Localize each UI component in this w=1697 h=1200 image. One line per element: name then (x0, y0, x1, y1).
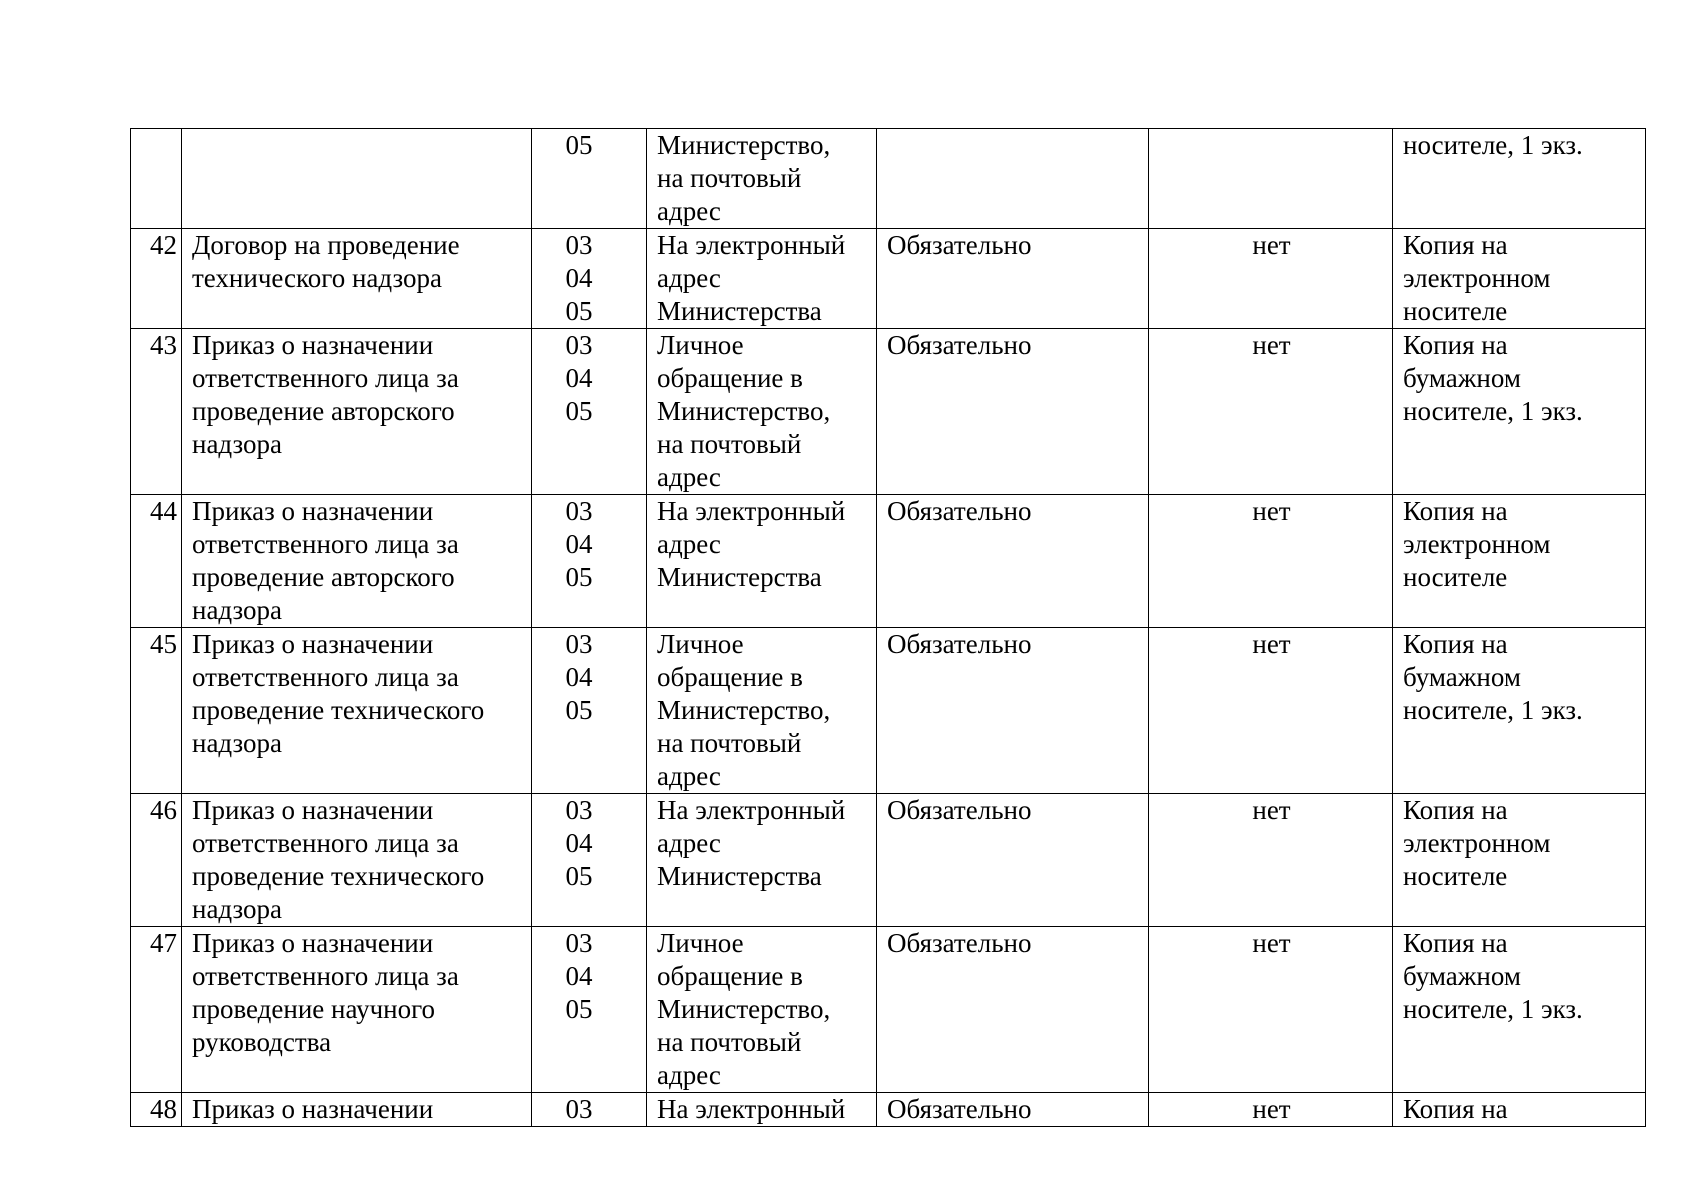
row-number-cell: 47 (131, 927, 182, 1093)
requirement-cell: Обязательно (877, 229, 1149, 329)
document-name-cell: Приказ о назначении ответственного лица за проведение авторского надзора (182, 329, 532, 495)
codes-cell: 03 (532, 1093, 647, 1127)
row-number-cell: 46 (131, 794, 182, 927)
document-form-cell: Копия на бумажном носителе, 1 экз. (1393, 927, 1646, 1093)
row-number-cell: 43 (131, 329, 182, 495)
document-name-cell: Приказ о назначении ответственного лица за проведение технического надзора (182, 794, 532, 927)
codes-cell: 03 04 05 (532, 794, 647, 927)
document-form-cell: Копия на электронном носителе (1393, 794, 1646, 927)
submission-method-cell: Личное обращение в Министерство, на почтовый адрес (647, 329, 877, 495)
submission-method-cell: Личное обращение в Министерство, на почтовый адрес (647, 628, 877, 794)
table-row (131, 495, 1646, 628)
row-number-cell (131, 129, 182, 229)
document-form-cell: Копия на электронном носителе (1393, 495, 1646, 628)
copy-required-cell: нет (1149, 794, 1393, 927)
row-number-cell: 45 (131, 628, 182, 794)
submission-method-cell: На электронный адрес Министерства (647, 229, 877, 329)
document-form-cell: Копия на (1393, 1093, 1646, 1127)
document-form-cell: Копия на бумажном носителе, 1 экз. (1393, 329, 1646, 495)
table-row (131, 329, 1646, 495)
requirement-cell: Обязательно (877, 495, 1149, 628)
codes-cell: 05 (532, 129, 647, 229)
codes-cell: 03 04 05 (532, 329, 647, 495)
document-name-cell: Приказ о назначении (182, 1093, 532, 1127)
table-row (131, 229, 1646, 329)
row-number-cell: 44 (131, 495, 182, 628)
copy-required-cell: нет (1149, 495, 1393, 628)
row-number-cell: 48 (131, 1093, 182, 1127)
submission-method-cell: На электронный адрес Министерства (647, 495, 877, 628)
table-row (131, 927, 1646, 1093)
table-row (131, 628, 1646, 794)
document-name-cell (182, 129, 532, 229)
codes-cell: 03 04 05 (532, 495, 647, 628)
requirement-cell: Обязательно (877, 329, 1149, 495)
requirement-cell: Обязательно (877, 794, 1149, 927)
requirement-cell: Обязательно (877, 628, 1149, 794)
submission-method-cell: Личное обращение в Министерство, на почтовый адрес (647, 927, 877, 1093)
document-form-cell: Копия на бумажном носителе, 1 экз. (1393, 628, 1646, 794)
submission-method-cell: Министерство, на почтовый адрес (647, 129, 877, 229)
copy-required-cell (1149, 129, 1393, 229)
codes-cell: 03 04 05 (532, 229, 647, 329)
codes-cell: 03 04 05 (532, 628, 647, 794)
document-form-cell: носителе, 1 экз. (1393, 129, 1646, 229)
codes-cell: 03 04 05 (532, 927, 647, 1093)
table-row (131, 794, 1646, 927)
table-row (131, 1093, 1646, 1127)
requirement-cell (877, 129, 1149, 229)
document-name-cell: Приказ о назначении ответственного лица за проведение авторского надзора (182, 495, 532, 628)
copy-required-cell: нет (1149, 1093, 1393, 1127)
row-number-cell: 42 (131, 229, 182, 329)
document-name-cell: Приказ о назначении ответственного лица за проведение технического надзора (182, 628, 532, 794)
submission-method-cell: На электронный (647, 1093, 877, 1127)
document-name-cell: Приказ о назначении ответственного лица за проведение научного руководства (182, 927, 532, 1093)
document-form-cell: Копия на электронном носителе (1393, 229, 1646, 329)
copy-required-cell: нет (1149, 927, 1393, 1093)
table-row-continuation (131, 129, 1646, 229)
requirement-cell: Обязательно (877, 927, 1149, 1093)
submission-method-cell: На электронный адрес Министерства (647, 794, 877, 927)
requirements-table (130, 128, 1646, 1127)
requirement-cell: Обязательно (877, 1093, 1149, 1127)
copy-required-cell: нет (1149, 628, 1393, 794)
copy-required-cell: нет (1149, 229, 1393, 329)
document-name-cell: Договор на проведение технического надзора (182, 229, 532, 329)
copy-required-cell: нет (1149, 329, 1393, 495)
